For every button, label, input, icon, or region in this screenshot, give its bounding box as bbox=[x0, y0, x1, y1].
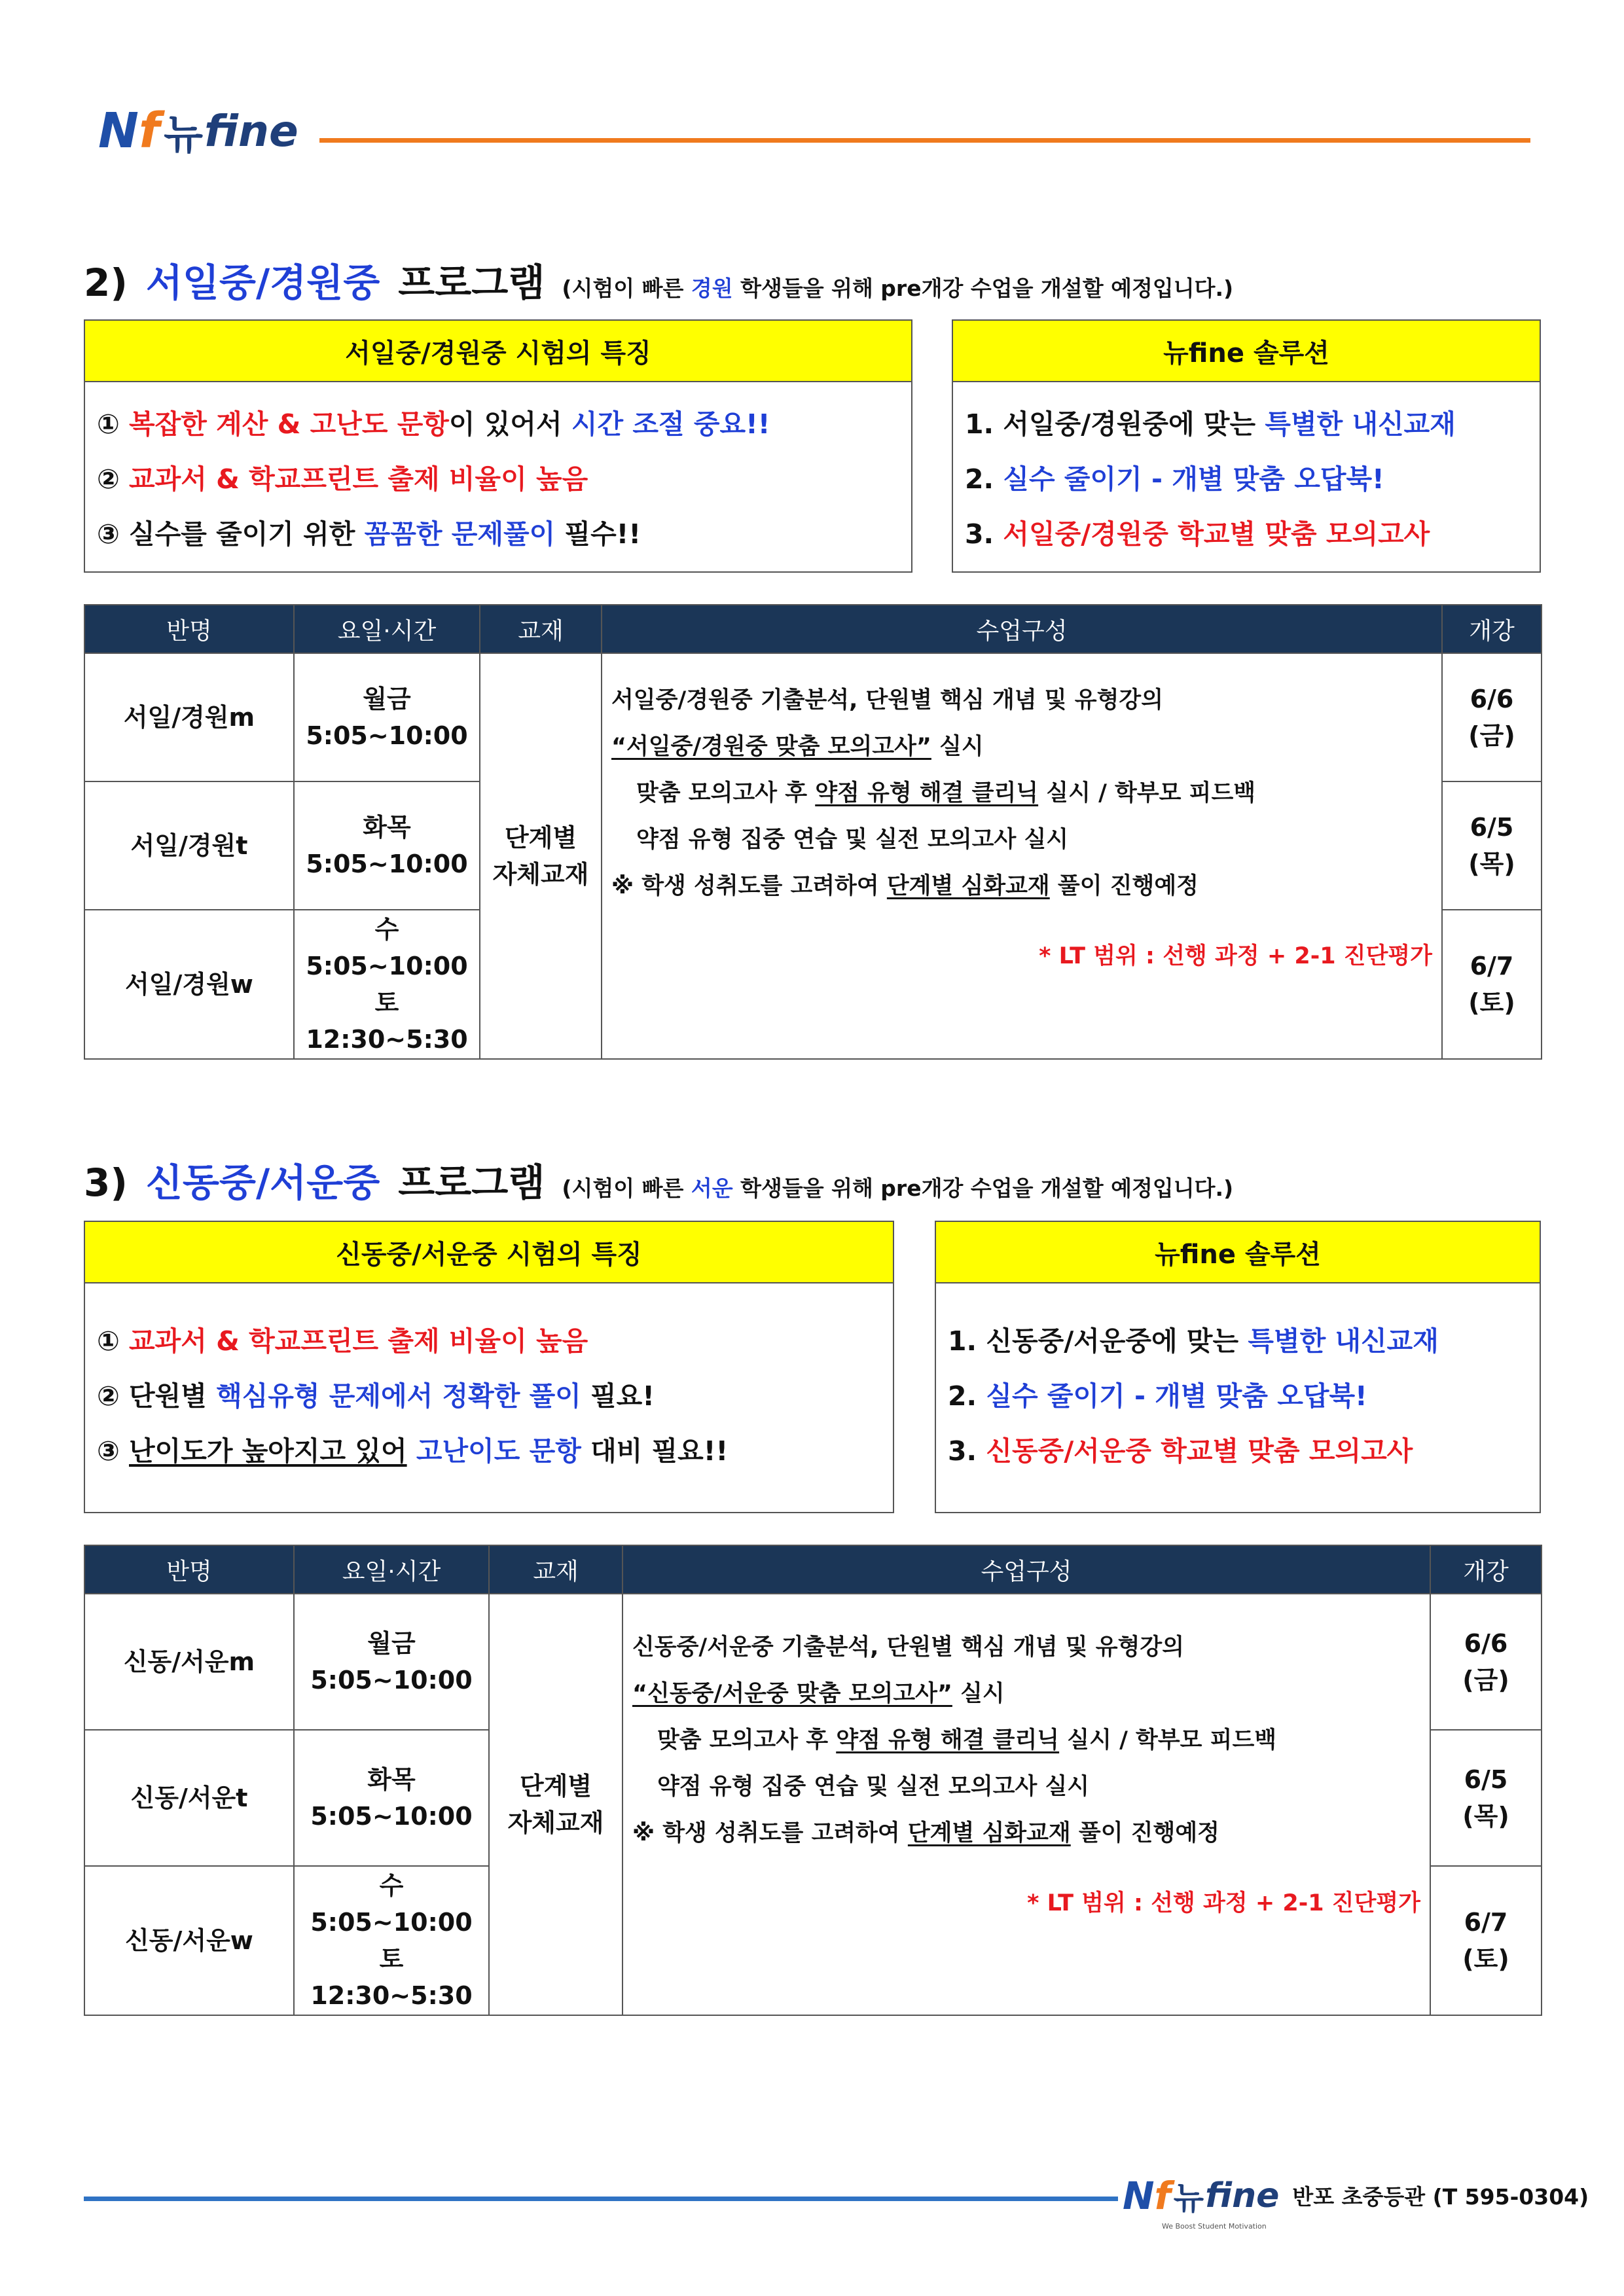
class-name: 서일/경원t bbox=[84, 781, 294, 910]
branch-info: 반포 초중등관 (T 595-0304) bbox=[1292, 2184, 1589, 2210]
solution-box bbox=[935, 1221, 1541, 1513]
header-divider bbox=[319, 138, 1530, 143]
solution-item: 3. 신동중/서운중 학교별 맞춤 모의고사 bbox=[948, 1435, 1413, 1467]
textbook-cell: 단계별 자체교재 bbox=[480, 653, 602, 1059]
feature-item: ③ 실수를 줄이기 위한 꼼꼼한 문제풀이 필수!! bbox=[97, 518, 641, 550]
feature-item: ① 복잡한 계산 & 고난도 문항이 있어서 시간 조절 중요!! bbox=[97, 408, 770, 440]
col-header: 요일·시간 bbox=[294, 1545, 489, 1594]
features-box bbox=[84, 1221, 894, 1513]
solution-item: 1. 신동중/서운중에 맞는 특별한 내신교재 bbox=[948, 1325, 1439, 1357]
class-name: 신동/서운m bbox=[84, 1594, 294, 1730]
solution-item: 1. 서일중/경원중에 맞는 특별한 내신교재 bbox=[965, 408, 1456, 440]
table-header-row bbox=[84, 1545, 1542, 1594]
open-date: 6/5 (목) bbox=[1442, 781, 1542, 910]
feature-item: ② 교과서 & 학교프린트 출제 비율이 높음 bbox=[97, 463, 588, 495]
table-row bbox=[84, 1594, 1542, 1730]
feature-item: ② 단원별 핵심유형 문제에서 정확한 풀이 필요! bbox=[97, 1380, 655, 1412]
brand-tagline: We Boost Student Motivation bbox=[1162, 2222, 1267, 2231]
class-name: 신동/서운w bbox=[84, 1866, 294, 2015]
solution-item: 3. 서일중/경원중 학교별 맞춤 모의고사 bbox=[965, 518, 1430, 550]
open-date: 6/6 (금) bbox=[1442, 653, 1542, 781]
class-name: 서일/경원w bbox=[84, 910, 294, 1059]
footer-brand: Nf 뉴 fine 반포 초중등관 (T 595-0304) bbox=[1123, 2173, 1589, 2218]
features-title: 신동중/서운중 시험의 특징 bbox=[85, 1222, 893, 1283]
footer-divider bbox=[84, 2197, 1118, 2201]
logo-name-ko: 뉴 bbox=[164, 110, 204, 158]
open-date: 6/6 (금) bbox=[1430, 1594, 1542, 1730]
col-header: 개강 bbox=[1430, 1545, 1542, 1594]
col-header: 교재 bbox=[480, 605, 602, 653]
class-content: 신동중/서운중 기출분석, 단원별 핵심 개념 및 유형강의 “신동중/서운중 맞춤 모의고사” 실시 맞춤 모의고사 후 약점 유형 해결 클리닉 실시 / 학부모 피드백 약점 유형 집중 연습 및 실전 모의고사 실시 ※ 학생 성취도를 고려하여 단계별 심화교재 풀이 진행예정 * LT 범위 : 선행 과정 + 2-1 진단평가 bbox=[623, 1594, 1430, 2015]
open-date: 6/7 (토) bbox=[1442, 910, 1542, 1059]
feature-item: ③ 난이도가 높아지고 있어 고난이도 문항 대비 필요!! bbox=[97, 1435, 729, 1467]
table-header-row bbox=[84, 605, 1542, 653]
solution-item: 2. 실수 줄이기 - 개별 맞춤 오답북! bbox=[965, 463, 1384, 495]
class-time: 화목 5:05~10:00 bbox=[294, 1730, 489, 1866]
lt-range-note: * LT 범위 : 선행 과정 + 2-1 진단평가 bbox=[1039, 943, 1432, 969]
class-time: 월금 5:05~10:00 bbox=[294, 1594, 489, 1730]
class-name: 서일/경원m bbox=[84, 653, 294, 781]
open-date: 6/5 (목) bbox=[1430, 1730, 1542, 1866]
col-header: 수업구성 bbox=[623, 1545, 1430, 1594]
solution-box bbox=[952, 319, 1541, 573]
class-time: 수 5:05~10:00 토 12:30~5:30 bbox=[294, 910, 480, 1059]
col-header: 수업구성 bbox=[602, 605, 1442, 653]
open-date: 6/7 (토) bbox=[1430, 1866, 1542, 2015]
lt-range-note: * LT 범위 : 선행 과정 + 2-1 진단평가 bbox=[1027, 1890, 1420, 1916]
col-header: 개강 bbox=[1442, 605, 1542, 653]
class-time: 화목 5:05~10:00 bbox=[294, 781, 480, 910]
col-header: 반명 bbox=[84, 1545, 294, 1594]
class-time: 수 5:05~10:00 토 12:30~5:30 bbox=[294, 1866, 489, 2015]
feature-item: ① 교과서 & 학교프린트 출제 비율이 높음 bbox=[97, 1325, 588, 1357]
logo-mark-icon: Nf bbox=[1123, 2173, 1171, 2218]
schedule-table bbox=[84, 1545, 1542, 2016]
table-row bbox=[84, 653, 1542, 781]
features-box bbox=[84, 319, 912, 573]
col-header: 교재 bbox=[489, 1545, 623, 1594]
solution-item: 2. 실수 줄이기 - 개별 맞춤 오답북! bbox=[948, 1380, 1367, 1412]
class-time: 월금 5:05~10:00 bbox=[294, 653, 480, 781]
logo-name-en: fine bbox=[204, 105, 298, 156]
col-header: 요일·시간 bbox=[294, 605, 480, 653]
solution-title: 뉴fine 솔루션 bbox=[936, 1222, 1540, 1283]
section-title: 3) 신동중/서운중 프로그램 (시험이 빠른 서운 학생들을 위해 pre개강 수업을 개설할 예정입니다.) bbox=[84, 1160, 1234, 1205]
solution-title: 뉴fine 솔루션 bbox=[953, 321, 1540, 382]
textbook-cell: 단계별 자체교재 bbox=[489, 1594, 623, 2015]
section-title: 2) 서일중/경원중 프로그램 (시험이 빠른 경원 학생들을 위해 pre개강 수업을 개설할 예정입니다.) bbox=[84, 260, 1234, 305]
logo-mark-icon: Nf bbox=[98, 103, 160, 159]
brand-logo bbox=[98, 98, 298, 164]
features-title: 서일중/경원중 시험의 특징 bbox=[85, 321, 911, 382]
col-header: 반명 bbox=[84, 605, 294, 653]
schedule-table bbox=[84, 604, 1542, 1060]
class-content: 서일중/경원중 기출분석, 단원별 핵심 개념 및 유형강의 “서일중/경원중 맞춤 모의고사” 실시 맞춤 모의고사 후 약점 유형 해결 클리닉 실시 / 학부모 피드백 약점 유형 집중 연습 및 실전 모의고사 실시 ※ 학생 성취도를 고려하여 단계별 심화교재 풀이 진행예정 * LT 범위 : 선행 과정 + 2-1 진단평가 bbox=[602, 653, 1442, 1059]
class-name: 신동/서운t bbox=[84, 1730, 294, 1866]
